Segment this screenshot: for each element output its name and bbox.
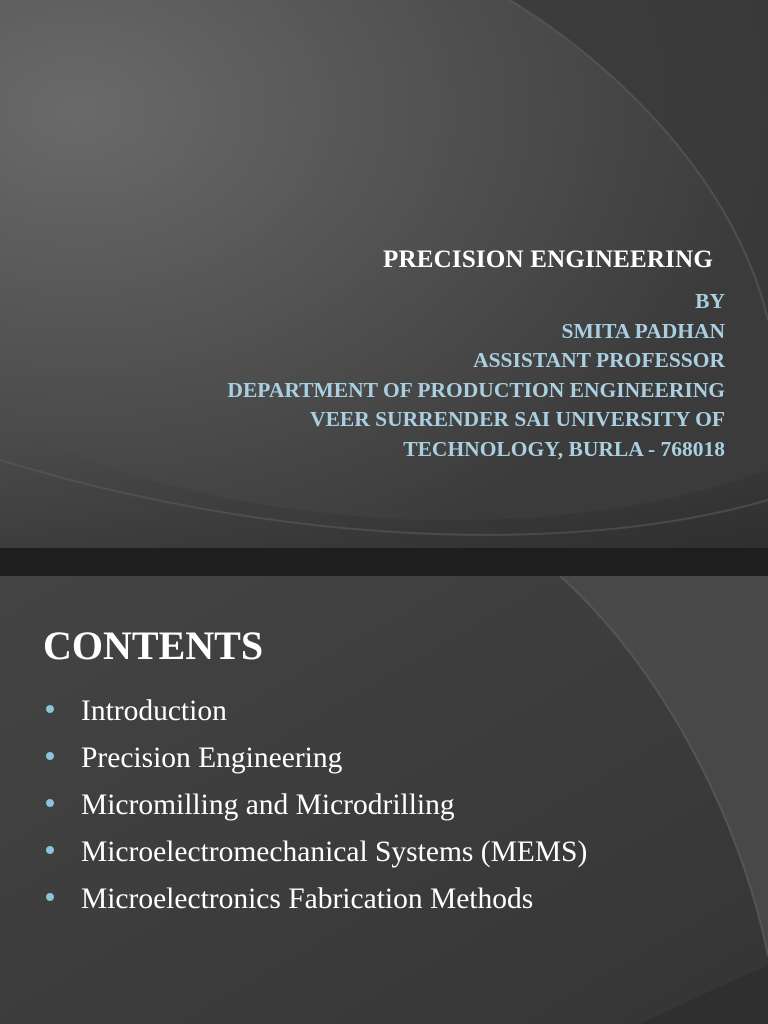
list-item xyxy=(43,832,587,879)
author-university-line-1: VEER SURRENDER SAI UNIVERSITY OF xyxy=(310,407,725,432)
author-department: DEPARTMENT OF PRODUCTION ENGINEERING xyxy=(227,377,725,402)
contents-list xyxy=(43,691,587,926)
list-item-text: Micromilling and Microdrilling xyxy=(81,789,455,821)
presentation-title: PRECISION ENGINEERING xyxy=(383,246,713,273)
slide-divider xyxy=(0,548,768,576)
author-university-line-2: TECHNOLOGY, BURLA - 768018 xyxy=(403,436,725,461)
contents-slide xyxy=(0,576,768,1024)
contents-heading: CONTENTS xyxy=(43,623,264,668)
author-name: SMITA PADHAN xyxy=(561,318,725,343)
list-item-text: Introduction xyxy=(81,695,227,727)
round-bullet-icon xyxy=(46,893,54,901)
list-item xyxy=(43,738,587,785)
round-bullet-icon xyxy=(46,846,54,854)
author-position: ASSISTANT PROFESSOR xyxy=(473,348,725,373)
list-item xyxy=(43,691,587,738)
round-bullet-icon xyxy=(46,799,54,807)
author-info xyxy=(0,287,725,465)
round-bullet-icon xyxy=(46,752,54,760)
list-item-text: Precision Engineering xyxy=(81,742,343,774)
list-item xyxy=(43,785,587,832)
author-line-by: BY xyxy=(695,289,725,313)
list-item-text: Microelectronics Fabrication Methods xyxy=(81,883,534,915)
round-bullet-icon xyxy=(46,705,54,713)
list-item xyxy=(43,879,587,926)
list-item-text: Microelectromechanical Systems (MEMS) xyxy=(81,836,588,868)
title-block xyxy=(0,245,716,287)
